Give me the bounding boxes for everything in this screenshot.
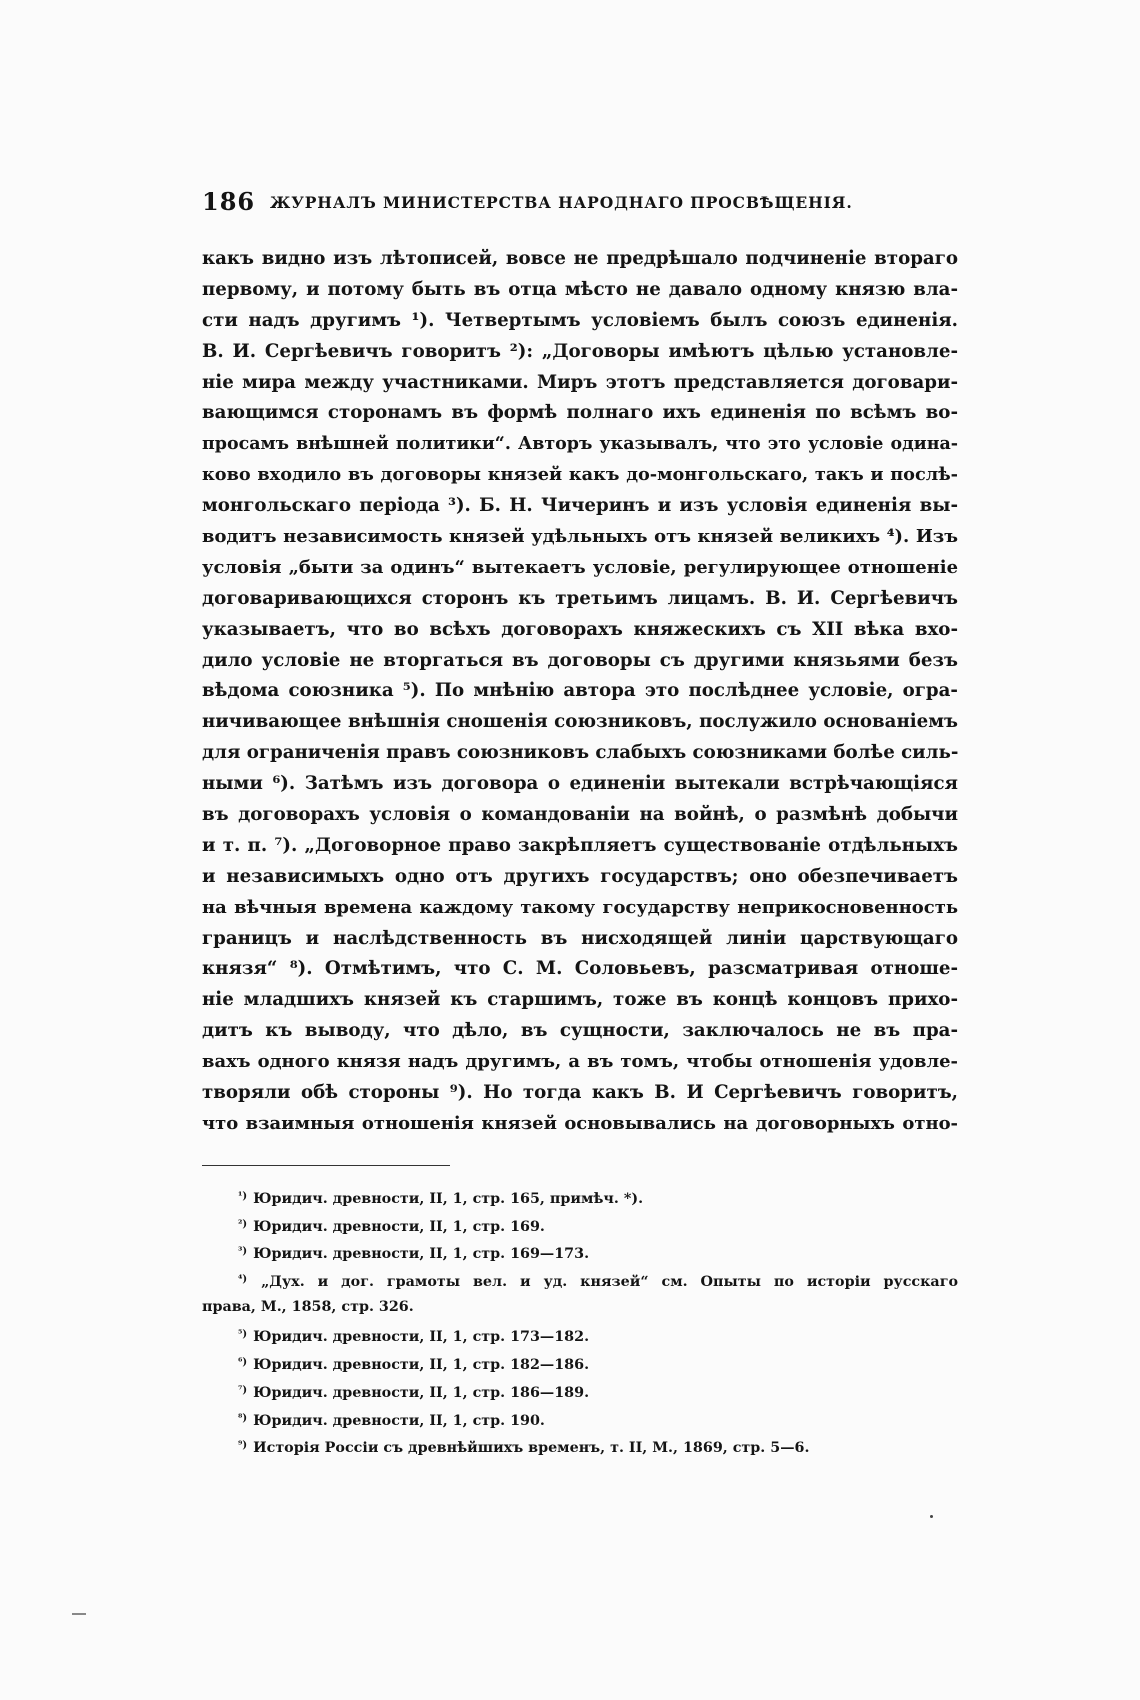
text-line: вѣдома союзника ⁵). По мнѣнію автора это послѣднее условіе, огра-	[202, 680, 958, 702]
footnote-text: права, М., 1858, стр. 326.	[202, 1298, 414, 1315]
text-line: въ договорахъ условія о командованіи на войнѣ, о размѣнѣ добычи	[202, 804, 958, 826]
footnote	[202, 1432, 958, 1460]
footnote-mark: ⁷)	[238, 1384, 248, 1396]
text-line: ными ⁶). Затѣмъ изъ договора о единеніи вытекали встрѣчающіяся	[202, 773, 958, 795]
footnote	[202, 1238, 958, 1266]
footnote-text: Юридич. древности, II, 1, стр. 165, примѣч. *).	[253, 1191, 644, 1207]
text-line: условія „быти за одинъ“ вытекаетъ условіе, регулирующее отношеніе	[202, 556, 958, 578]
footnote-mark: ⁹)	[238, 1440, 248, 1452]
text-line: ніе мира между участниками. Миръ этотъ представляется договари-	[202, 371, 958, 393]
footnote	[202, 1349, 958, 1377]
footnote-text: Юридич. древности, II, 1, стр. 169.	[253, 1218, 545, 1235]
text-line: творяли обѣ стороны ⁹). Но тогда какъ В. И Сергѣевичъ говоритъ,	[202, 1082, 958, 1104]
footnote-text: Юридич. древности, II, 1, стр. 190.	[253, 1412, 545, 1429]
footnotes	[202, 1183, 958, 1460]
footnote-text: Юридич. древности, II, 1, стр. 182—186.	[253, 1357, 590, 1374]
text-line: и независимыхъ одно отъ другихъ государствъ; оно обезпечиваетъ	[202, 865, 958, 887]
text-line: сти надъ другимъ ¹). Четвертымъ условіемъ былъ союзъ единенія.	[202, 309, 958, 331]
footnote-text: Юридич. древности, II, 1, стр. 186—189.	[253, 1384, 590, 1401]
text-line: первому, и потому быть въ отца мѣсто не давало одному князю вла-	[202, 278, 958, 300]
text-line: для ограниченія правъ союзниковъ слабыхъ союзниками болѣе силь-	[202, 742, 958, 764]
footnote-mark: ¹)	[238, 1191, 248, 1202]
text-line: указываетъ, что во всѣхъ договорахъ княжескихъ съ XII вѣка вхо-	[202, 618, 958, 640]
footnote	[202, 1266, 958, 1294]
text-line: дило условіе не вторгаться въ договоры съ другими князьями безъ	[202, 649, 958, 671]
scan-speck	[930, 1515, 933, 1518]
text-line: договаривающихся сторонъ къ третьимъ лицамъ. В. И. Сергѣевичъ	[202, 587, 958, 609]
footnote	[202, 1321, 958, 1349]
text-line: дитъ къ выводу, что дѣло, въ сущности, заключалось не въ пра-	[202, 1020, 958, 1042]
footnote-mark: ⁵)	[238, 1329, 248, 1341]
page-number: 186	[202, 187, 256, 216]
running-title: ЖУРНАЛЪ МИНИСТЕРСТВА НАРОДНАГО ПРОСВѢЩЕНІЯ.	[270, 193, 853, 212]
footnote-mark: ⁶)	[238, 1357, 248, 1369]
footnote-text: Юридич. древности, II, 1, стр. 173—182.	[253, 1329, 590, 1346]
text-line: ничивающее внѣшнія сношенія союзниковъ, послужило основаніемъ	[202, 711, 958, 733]
text-line: и т. п. ⁷). „Договорное право закрѣпляетъ существованіе отдѣльныхъ	[202, 834, 958, 856]
text-line: ково входило въ договоры князей какъ до-монгольскаго, такъ и послѣ-	[202, 464, 958, 486]
footnote-text: Юридич. древности, II, 1, стр. 169—173.	[253, 1246, 590, 1263]
footnote	[202, 1405, 958, 1433]
text-line: какъ видно изъ лѣтописей, вовсе не предрѣшало подчиненіе втораго	[202, 248, 958, 269]
text-line: границъ и наслѣдственность въ нисходящей линіи царствующаго	[202, 927, 958, 949]
footnote-mark: ²)	[238, 1218, 248, 1230]
footnote-separator	[202, 1165, 450, 1166]
text-line: В. И. Сергѣевичъ говоритъ ²): „Договоры имѣютъ цѣлью установле-	[202, 340, 958, 362]
footnote-mark: ⁸)	[238, 1412, 248, 1424]
footnote	[202, 1211, 958, 1239]
text-line: водитъ независимость князей удѣльныхъ отъ князей великихъ ⁴). Изъ	[202, 526, 958, 548]
footnote-text: Исторія Россіи съ древнѣйшихъ временъ, т. II, М., 1869, стр. 5—6.	[253, 1440, 810, 1457]
footnote-mark: ³)	[238, 1246, 248, 1258]
text-line: вающимся сторонамъ въ формѣ полнаго ихъ единенія по всѣмъ во-	[202, 402, 958, 424]
text-line: просамъ внѣшней политики“. Авторъ указывалъ, что это условіе одина-	[202, 434, 958, 455]
text-line: князя“ ⁸). Отмѣтимъ, что С. М. Соловьевъ, разсматривая отноше-	[202, 958, 958, 980]
footnote-text: „Дух. и дог. грамоты вел. и уд. князей“ см. Опыты по исторіи русскаго	[261, 1274, 958, 1291]
page-header	[202, 187, 962, 217]
scan-margin-mark	[72, 1613, 86, 1615]
footnote-continuation	[202, 1294, 958, 1322]
text-line: вахъ одного князя надъ другимъ, а въ томъ, чтобы отношенія удовле-	[202, 1051, 958, 1073]
footnote-mark: ⁴)	[238, 1274, 248, 1286]
text-line: монгольскаго періода ³). Б. Н. Чичеринъ и изъ условія единенія вы-	[202, 495, 958, 517]
footnote	[202, 1377, 958, 1405]
main-text	[202, 244, 958, 1140]
text-line: что взаимныя отношенія князей основывались на договорныхъ отно-	[202, 1112, 958, 1134]
footnote	[202, 1183, 958, 1211]
text-line: на вѣчныя времена каждому такому государству неприкосновенность	[202, 896, 958, 918]
text-line: ніе младшихъ князей къ старшимъ, тоже въ концѣ концовъ прихо-	[202, 989, 958, 1011]
